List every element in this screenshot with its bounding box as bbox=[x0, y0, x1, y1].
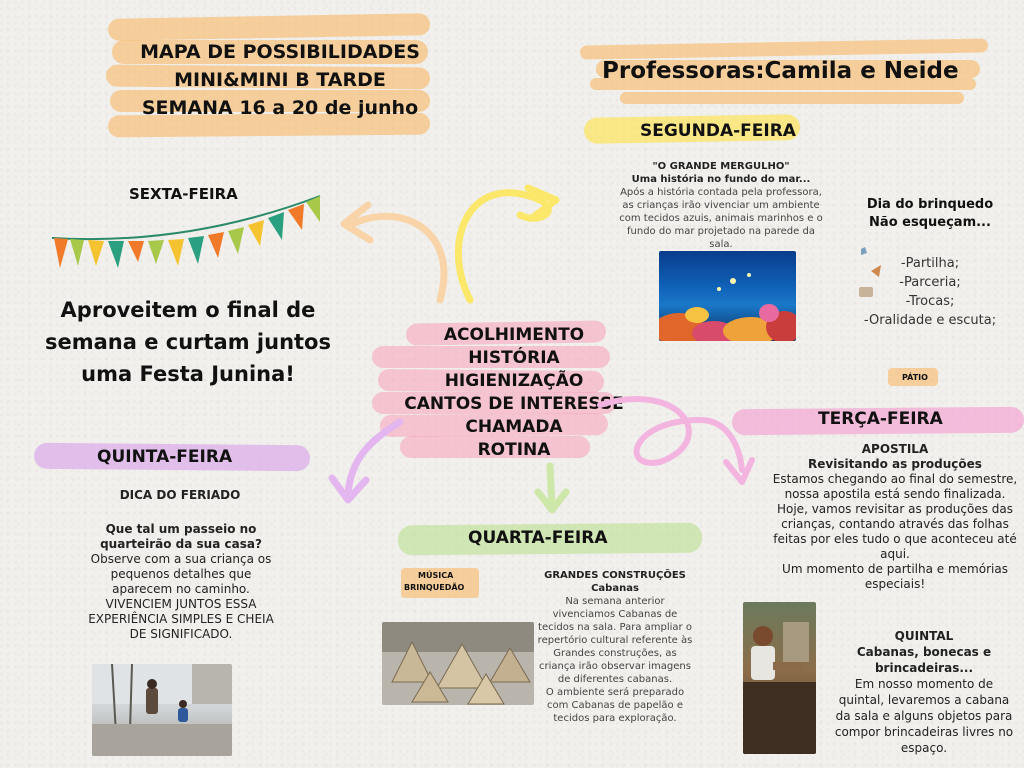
header-line-3: SEMANA 16 a 20 de junho bbox=[141, 97, 419, 119]
terca-title: TERÇA-FEIRA bbox=[818, 409, 943, 429]
routine-item: HISTÓRIA bbox=[468, 348, 560, 368]
quarta-text-2: O ambiente será preparado com Cabanas de papelão e tecidos para exploração. bbox=[545, 687, 685, 724]
quintal-subtitle: Cabanas, bonecas e brincadeiras... bbox=[856, 645, 992, 675]
routine-item: ROTINA bbox=[477, 440, 551, 460]
routine-item: ACOLHIMENTO bbox=[443, 325, 585, 345]
routine-item: CANTOS DE INTERESSE bbox=[404, 394, 624, 414]
quarta-subtitle-1: GRANDES CONSTRUÇÕES bbox=[544, 570, 686, 581]
header-line-2: MINI&MINI B TARDE bbox=[174, 69, 386, 91]
quarta-section bbox=[536, 569, 694, 725]
cabanas-photo bbox=[382, 622, 534, 705]
teachers-title: Professoras:Camila e Neide bbox=[602, 58, 959, 84]
terca-subtitle-1: APOSTILA bbox=[861, 442, 929, 456]
brinquedo-item: -Parceria; bbox=[899, 275, 961, 290]
routine-item: CHAMADA bbox=[465, 417, 563, 437]
arrow-quarta-icon bbox=[550, 466, 552, 506]
brinquedo-item: -Trocas; bbox=[905, 294, 955, 309]
quinta-title: QUINTA-FEIRA bbox=[97, 447, 233, 467]
terca-subtitle-2: Revisitando as produções bbox=[808, 457, 982, 471]
sexta-title: SEXTA-FEIRA bbox=[129, 185, 238, 203]
patio-tag: PÁTIO bbox=[902, 373, 928, 382]
brinquedo-line-2: Não esqueçam... bbox=[869, 215, 991, 230]
bunting-flags-icon bbox=[48, 190, 324, 274]
musica-tag: MÚSICA bbox=[418, 571, 454, 580]
brinquedo-line-1: Dia do brinquedo bbox=[866, 197, 994, 212]
segunda-title: SEGUNDA-FEIRA bbox=[640, 121, 796, 141]
arrow-sexta-icon bbox=[350, 216, 444, 300]
segunda-subtitle-2: Uma história no fundo do mar... bbox=[631, 174, 811, 185]
quinta-text-2: VIVENCIEM JUNTOS ESSA EXPERIÊNCIA SIMPLES E CHEIA DE SIGNIFICADO. bbox=[88, 597, 274, 641]
quarta-subtitle-2: Cabanas bbox=[591, 583, 639, 594]
quarta-title: QUARTA-FEIRA bbox=[468, 528, 608, 548]
quinta-subtitle-2: Que tal um passeio no quarteirão da sua casa? bbox=[100, 522, 262, 551]
sexta-message: Aproveitem o final de semana e curtam juntos uma Festa Junina! bbox=[44, 298, 331, 386]
terca-text-2: Um momento de partilha e memórias especiais! bbox=[782, 562, 1008, 591]
brinquedo-item: -Partilha; bbox=[900, 256, 960, 271]
brinquedo-item: -Oralidade e escuta; bbox=[863, 313, 997, 328]
arrow-terca-icon bbox=[600, 399, 742, 470]
walk-photo bbox=[92, 664, 232, 756]
quinta-section bbox=[84, 522, 278, 642]
segunda-text: Após a história contada pela professora, as crianças irão vivenciar um ambiente com tecidos azuis, animais marinhos e o fundo do mar projetado na parede da sala. bbox=[619, 187, 823, 250]
quinta-text: Observe com a sua criança os pequenos detalhes que aparecem no caminho. bbox=[90, 552, 272, 596]
routine-item: HIGIENIZAÇÃO bbox=[444, 371, 584, 391]
quarta-tags bbox=[404, 570, 464, 594]
header-line-1: MAPA DE POSSIBILIDADES bbox=[140, 41, 420, 63]
arrow-segunda-icon bbox=[458, 193, 548, 300]
quarta-text: Na semana anterior vivenciamos Cabanas de tecidos na sala. Para ampliar o repertório cultural referente às Grandes construções, as criança irão observar imagens de diferentes cabanas. bbox=[537, 596, 693, 685]
brinquedao-tag: BRINQUEDÃO bbox=[404, 583, 465, 592]
terca-text: Estamos chegando ao final do semestre, nossa apostila está sendo finalizada. Hoje, vamos revisitar as produções das crianças, contando através das folhas feitas por eles tudo o que aconteceu até aqui. bbox=[772, 472, 1018, 561]
quinta-subtitle-1: DICA DO FERIADO bbox=[119, 488, 241, 502]
quintal-text: Em nosso momento de quintal, levaremos a cabana da sala e alguns objetos para compor brincadeiras livres no espaço. bbox=[834, 677, 1014, 755]
arrow-quinta-icon bbox=[348, 422, 400, 495]
quintal-title: QUINTAL bbox=[894, 629, 954, 643]
segunda-subtitle-1: "O GRANDE MERGULHO" bbox=[652, 161, 790, 172]
